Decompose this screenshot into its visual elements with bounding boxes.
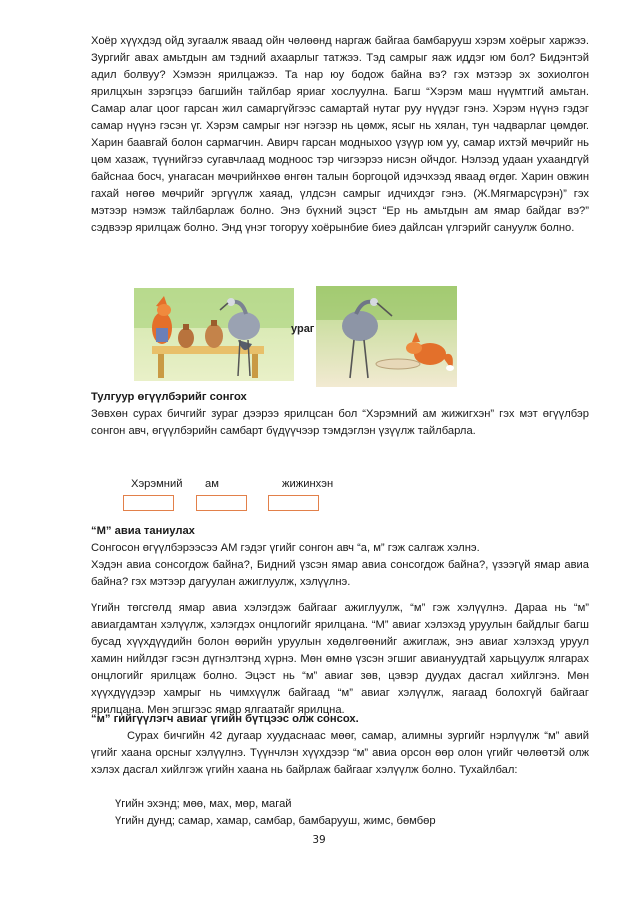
- word-structure-paragraph: Сурах бичгийн 42 дугаар хуудаснаас мөөг, самар, алимны зургийг нэрлүүлж “м” авий үгийг хаана орсныг хэлүүлнэ. Түүнчлэн хүүхдээр “м” авиа орсон өөр олон үгийг чөлөөтэй олж хэлэх дасгал хийлгэж үгийн хаана нь байрлаж байгааг хэлүүлж болно. Тухайлбал:: [91, 730, 589, 776]
- word-box-1: [123, 495, 174, 511]
- section-heading-word-structure: “м” гийгүүлэгч авиаг үгийн бүтцээс олж сонсох.: [91, 713, 359, 725]
- page-number: 39: [312, 834, 326, 846]
- intro-paragraph: Хоёр хүүхдэд ойд зугаалж яваад ойн чөлөөнд наргаж байгаа бамбарууш хэрэм хоёрыг харжээ. Зургийг авах амьтдын ам тэдний ахаарлыг татжээ. Тэд самрыг яаж иддэг юм бол? Бидэнтэй адил болвуу? Хэмээн ярилцажээ. Та нар юу бодож байна вэ? гэх мэтээр эх зохиолгон ярилцхын зэрэгцээ багшийн тайлбар яриаг хослуулна. Багш “Хэрэм маш нүүмтгий амьтан. Самар алаг цоог гарсан жил самаргүйгээс самартай нутаг руу нүүдэг гэнэ. Хэрэм нүүнэ гэдэг самар нүүнэ гэсэн үг. Хэрэм самрыг нэг нэгээр нь цөмж, ясыг нь хялан, тун чадварлаг цөмдөг. Харин баавгай болон сармагчин. Авирч гарсан модныхоо үзүүр юм уу, самар ихтэй мөчрийг нь цөм хазаж, түүнийгээ сугавчлаад модноос тэр чигээрээ нисэн ойчдог. Нэлээд удаан ухаандгүй байснаа босч, унагасан мөчрийнхөө өнгөн талын боргоцой идэчхээд яваад өгдөг. Харин овжин гахай нөгөө мөчрийг эргүүлж хаяад, үлдсэн самрыг идчихдэг гэнэ. (Ж.Мягмарсүрэн)” гэх мэтээр нэмэж тайлбарлаж болно. Энэ бүхний эцэст “Ер нь амьтдын ам ямар байдаг вэ?” сэдвээр ярилцаж болно. Энд үнэг тогоруу хоёрынбие биеэ дайлсан үлгэрийг сануулж болно.: [91, 35, 589, 234]
- word-box-3: [268, 495, 319, 511]
- example-medial-position: Үгийн дунд; самар, хамар, самбар, бамбарууш, жимс, бөмбөр: [115, 815, 436, 827]
- illustration-caption-fragment: ураг: [291, 323, 315, 335]
- section-heading-m-sound: “М” авиа таниулах: [91, 525, 195, 537]
- key-sentence-instructions: Зөвхөн сурах бичгийг зураг дээрээ ярилцсан бол “Хэрэмний ам жижигхэн” гэх мэт өгүүлбэр сонгон авч, өгүүлбэрийн самбарт бүдүүчээр тэмдэглэн үзүүлж тайлбарла.: [91, 408, 589, 437]
- word-label-2: ам: [205, 478, 219, 490]
- word-box-2: [196, 495, 247, 511]
- m-sound-line-2: Хэдэн авиа сонсогдож байна?, Бидний үзсэн ямар авиа сонсогдож байна?, үзээгүй ямар авиа байна? гэх мэтээр дагуулан ажиглуулж, хэлүүлнэ.: [91, 559, 589, 588]
- word-label-1: Хэрэмний: [131, 478, 183, 490]
- word-label-3: жижинхэн: [282, 478, 334, 490]
- crane-and-fox-with-plate-illustration: [316, 286, 457, 387]
- example-initial-position: Үгийн эхэнд; мөө, мах, мөр, магай: [115, 798, 292, 810]
- section-heading-key-sentence: Тулгуур өгүүлбэрийг сонгох: [91, 391, 247, 403]
- m-sound-line-1: Сонгосон өгүүлбэрээсээ АМ гэдэг үгийг сонгон авч “а, м” гэж салгаж хэлнэ.: [91, 542, 480, 554]
- m-sound-paragraph: Үгийн төгсгөлд ямар авиа хэлэгдэж байгааг ажиглуулж, “м” гэж хэлүүлнэ. Дараа нь “м” авиагдамтан хэлүүлж, хэлэгдэх онцлогийг ярилцана. “М” авиаг хэлэхэд уруулын байдлыг багш бусад хүүхдүүдийн болон өөрийн уруулын хөдөлгөөнийг ажиглаж, энэ авиаг хэлэхэд уруул хамин нийлдэг гэсэн дүгнэлтэнд хүрнэ. Мөн өмнө үзсэн эгшиг авиануудтай харьцуулж ялгарах онцлогийг ярилцаж болно. Эцэст нь “м” авиаг зөв, цэвэр дуудах дасгал хийлгэнэ. Мөн хүүхдүүдээр хамрыг нь чимхүүлж байгаад “м” авиаг хэлүүлж, яагаад болохгүй байгааг ярилцана. Мөн эгшгээс ямар ялгаатайг ярилцна.: [91, 602, 589, 716]
- fox-and-crane-at-table-illustration: [134, 288, 294, 381]
